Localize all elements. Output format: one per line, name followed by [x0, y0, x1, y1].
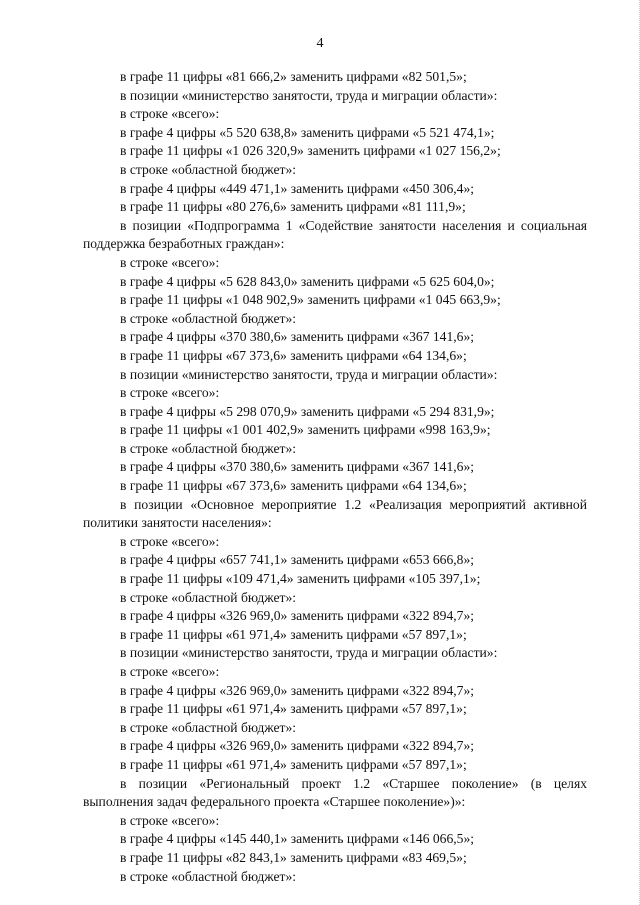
- doc-line: в графе 11 цифры «61 971,4» заменить цифрами «57 897,1»;: [120, 701, 467, 717]
- doc-line: в графе 11 цифры «80 276,6» заменить цифрами «81 111,9»;: [120, 199, 466, 215]
- doc-line: в графе 4 цифры «5 520 638,8» заменить цифрами «5 521 474,1»;: [120, 124, 495, 140]
- doc-line: в графе 11 цифры «1 048 902,9» заменить цифрами «1 045 663,9»;: [120, 292, 501, 308]
- doc-line: в графе 11 цифры «1 026 320,9» заменить цифрами «1 027 156,2»;: [120, 143, 501, 159]
- doc-line: в графе 11 цифры «67 373,6» заменить цифрами «64 134,6»;: [120, 347, 467, 363]
- doc-line: в графе 4 цифры «370 380,6» заменить цифрами «367 141,6»;: [120, 329, 475, 345]
- doc-line: в строке «областной бюджет»:: [120, 868, 297, 884]
- doc-line: в строке «всего»:: [120, 106, 220, 122]
- doc-line: политики занятости населения»:: [83, 515, 272, 531]
- doc-line: в строке «областной бюджет»:: [120, 161, 297, 177]
- doc-line: в строке «областной бюджет»:: [120, 589, 297, 605]
- doc-line: в графе 4 цифры «326 969,0» заменить цифрами «322 894,7»;: [120, 738, 475, 754]
- doc-line: в графе 4 цифры «326 969,0» заменить цифрами «322 894,7»;: [120, 682, 475, 698]
- doc-line: в графе 11 цифры «82 843,1» заменить цифрами «83 469,5»;: [120, 849, 467, 865]
- page-number: 4: [316, 36, 324, 51]
- doc-line: в строке «областной бюджет»:: [120, 310, 297, 326]
- doc-line: в строке «всего»:: [120, 533, 220, 549]
- doc-line: в графе 4 цифры «657 741,1» заменить цифрами «653 666,8»;: [120, 552, 475, 568]
- doc-line: в строке «всего»:: [120, 812, 220, 828]
- doc-line: в графе 11 цифры «109 471,4» заменить цифрами «105 397,1»;: [120, 571, 481, 587]
- doc-line: в позиции «министерство занятости, труда и миграции области»:: [120, 366, 498, 382]
- doc-line: выполнения задач федерального проекта «Старшее поколение»)»:: [83, 794, 466, 810]
- doc-line: в строке «всего»:: [120, 664, 220, 679]
- doc-line: в позиции «Подпрограмма 1 «Содействие занятости населения и социальная: [120, 217, 587, 233]
- doc-line: в графе 11 цифры «61 971,4» заменить цифрами «57 897,1»;: [120, 626, 467, 642]
- doc-line: в строке «всего»:: [120, 254, 220, 270]
- doc-line: в строке «всего»:: [120, 385, 220, 401]
- doc-line: в графе 4 цифры «5 298 070,9» заменить цифрами «5 294 831,9»;: [120, 403, 495, 419]
- doc-line: поддержка безработных граждан»:: [83, 236, 285, 252]
- doc-line: в позиции «министерство занятости, труда и миграции области»:: [120, 87, 498, 103]
- document-body: [83, 68, 587, 886]
- doc-line: в строке «областной бюджет»:: [120, 719, 297, 735]
- doc-line: в графе 11 цифры «61 971,4» заменить цифрами «57 897,1»;: [120, 756, 467, 772]
- doc-line: в строке «областной бюджет»:: [120, 440, 297, 456]
- doc-line: в графе 4 цифры «449 471,1» заменить цифрами «450 306,4»;: [120, 180, 475, 196]
- doc-line: в графе 11 цифры «67 373,6» заменить цифрами «64 134,6»;: [120, 478, 467, 494]
- doc-line: в графе 4 цифры «5 628 843,0» заменить цифрами «5 625 604,0»;: [120, 273, 495, 289]
- doc-line: в графе 4 цифры «145 440,1» заменить цифрами «146 066,5»;: [120, 831, 475, 847]
- doc-line: в графе 4 цифры «326 969,0» заменить цифрами «322 894,7»;: [120, 608, 475, 624]
- doc-line: в графе 11 цифры «81 666,2» заменить цифрами «82 501,5»;: [120, 69, 467, 84]
- doc-line: в графе 11 цифры «1 001 402,9» заменить цифрами «998 163,9»;: [120, 422, 491, 438]
- doc-line: в позиции «Основное мероприятие 1.2 «Реализация мероприятий активной: [120, 496, 587, 512]
- doc-line: в позиции «Региональный проект 1.2 «Старшее поколение» (в целях: [120, 775, 587, 791]
- doc-line: в графе 4 цифры «370 380,6» заменить цифрами «367 141,6»;: [120, 459, 475, 475]
- doc-line: в позиции «министерство занятости, труда и миграции области»:: [120, 645, 498, 661]
